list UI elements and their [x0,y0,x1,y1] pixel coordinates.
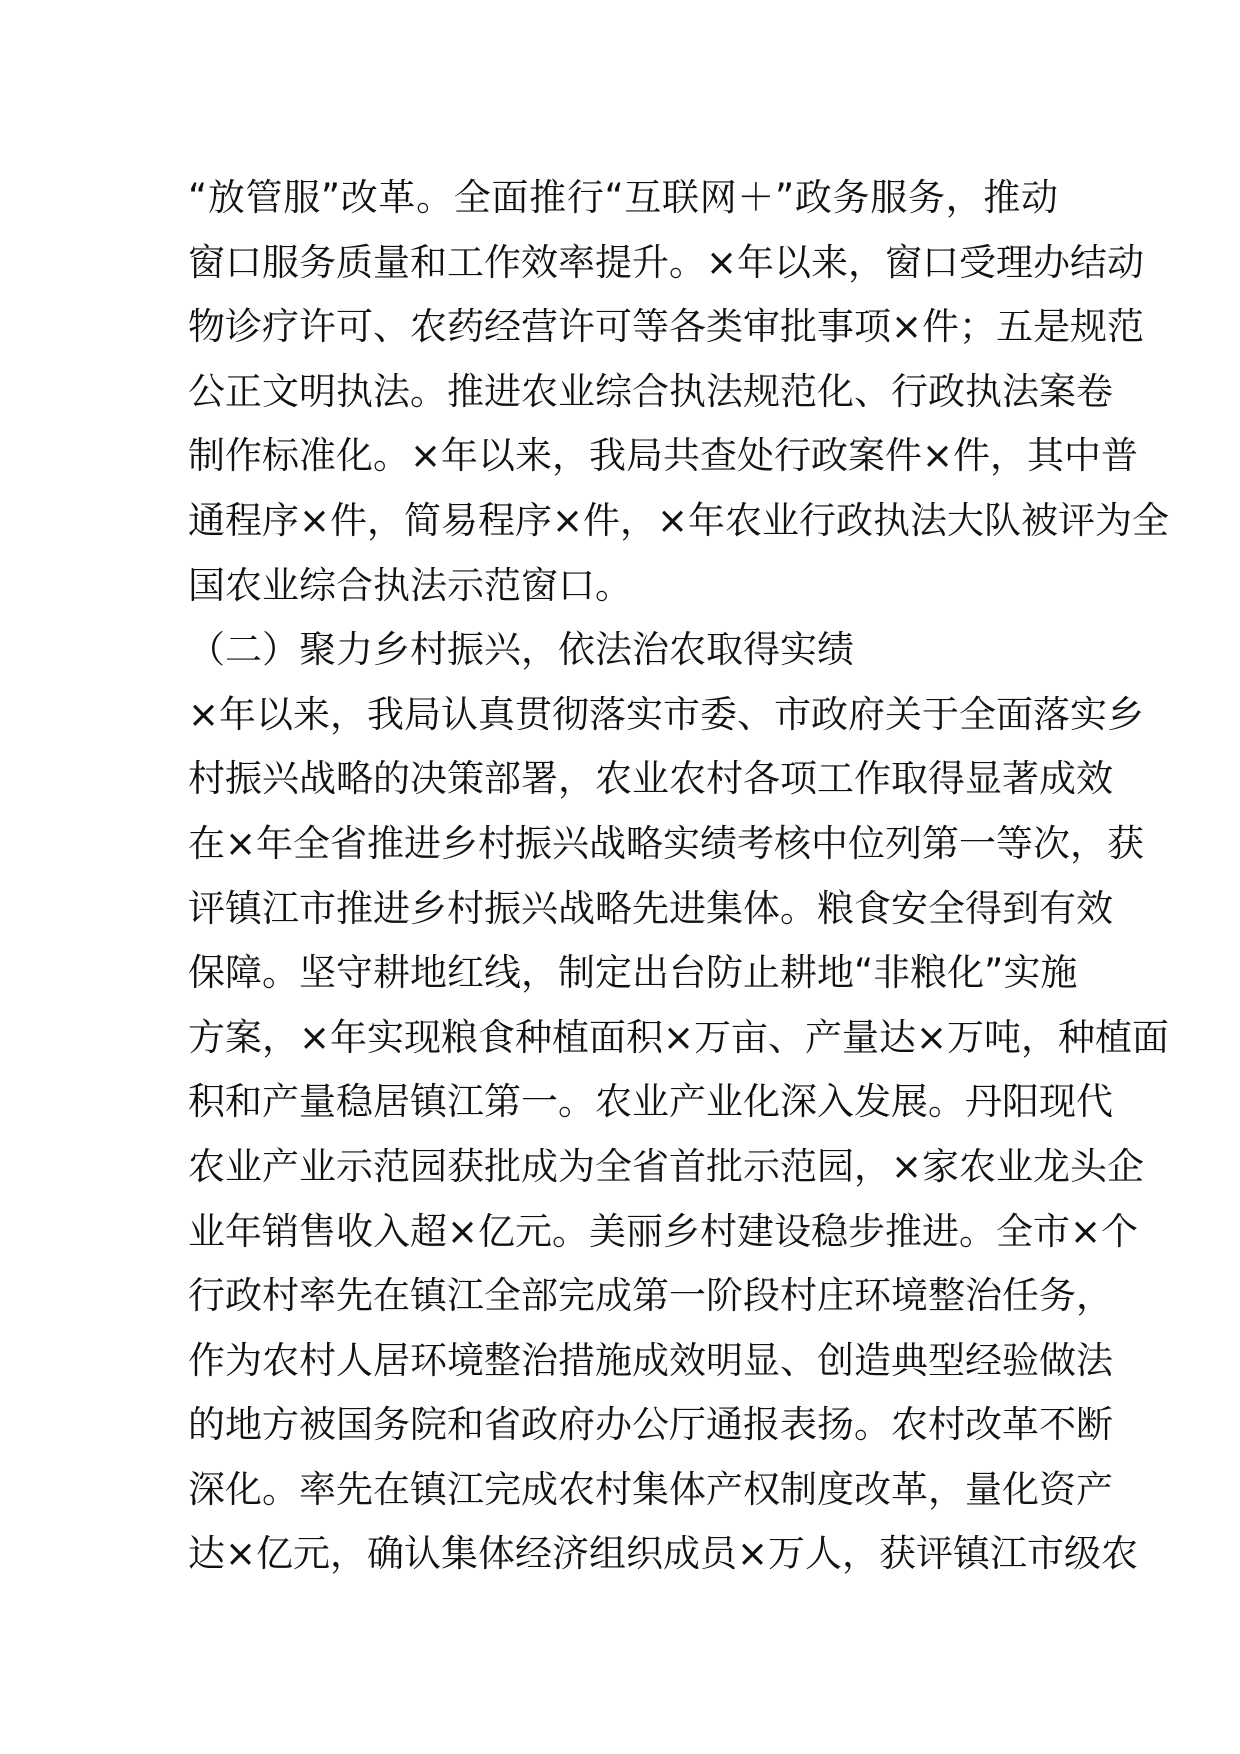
text-line: “放管服”改革。全面推行“互联网＋”政务服务，推动 [188,176,1058,219]
text-line: ×年以来，我局认真贯彻落实市委、市政府关于全面落实乡 [188,692,1145,736]
text-line: 达×亿元，确认集体经济组织成员×万人，获评镇江市级农 [188,1532,1139,1576]
text-line: 窗口服务质量和工作效率提升。×年以来，窗口受理办结动 [188,240,1145,284]
text-line: 深化。率先在镇江完成农村集体产权制度改革，量化资产 [188,1467,1113,1511]
text-line: 制作标准化。×年以来，我局共查处行政案件×件，其中普 [188,434,1139,478]
text-line: 评镇江市推进乡村振兴战略先进集体。粮食安全得到有效 [188,886,1113,930]
section-heading: （二）聚力乡村振兴，依法治农取得实绩 [188,628,854,672]
text-line: 在×年全省推进乡村振兴战略实绩考核中位列第一等次，获 [188,821,1145,865]
text-line: 通程序×件，简易程序×件，×年农业行政执法大队被评为全 [188,498,1170,542]
text-line: 积和产量稳居镇江第一。农业产业化深入发展。丹阳现代 [188,1080,1113,1124]
text-line: 的地方被国务院和省政府办公厅通报表扬。农村改革不断 [188,1403,1113,1447]
text-line: 业年销售收入超×亿元。美丽乡村建设稳步推进。全市×个 [188,1209,1139,1253]
text-line: 保障。坚守耕地红线，制定出台防止耕地“非粮化”实施 [188,951,1078,995]
text-line: 行政村率先在镇江全部完成第一阶段村庄环境整治任务， [188,1274,1113,1318]
text-line: 公正文明执法。推进农业综合执法规范化、行政执法案卷 [188,369,1113,413]
text-line: 方案，×年实现粮食种植面积×万亩、产量达×万吨，种植面 [188,1015,1170,1059]
text-line: 农业产业示范园获批成为全省首批示范园，×家农业龙头企 [188,1144,1145,1188]
text-line: 村振兴战略的决策部署，农业农村各项工作取得显著成效 [188,757,1113,801]
text-line: 物诊疗许可、农药经营许可等各类审批事项×件；五是规范 [188,305,1145,349]
text-line: 国农业综合执法示范窗口。 [188,563,632,607]
text-line: 作为农村人居环境整治措施成效明显、创造典型经验做法 [188,1338,1113,1382]
body-text [188,166,1170,1587]
